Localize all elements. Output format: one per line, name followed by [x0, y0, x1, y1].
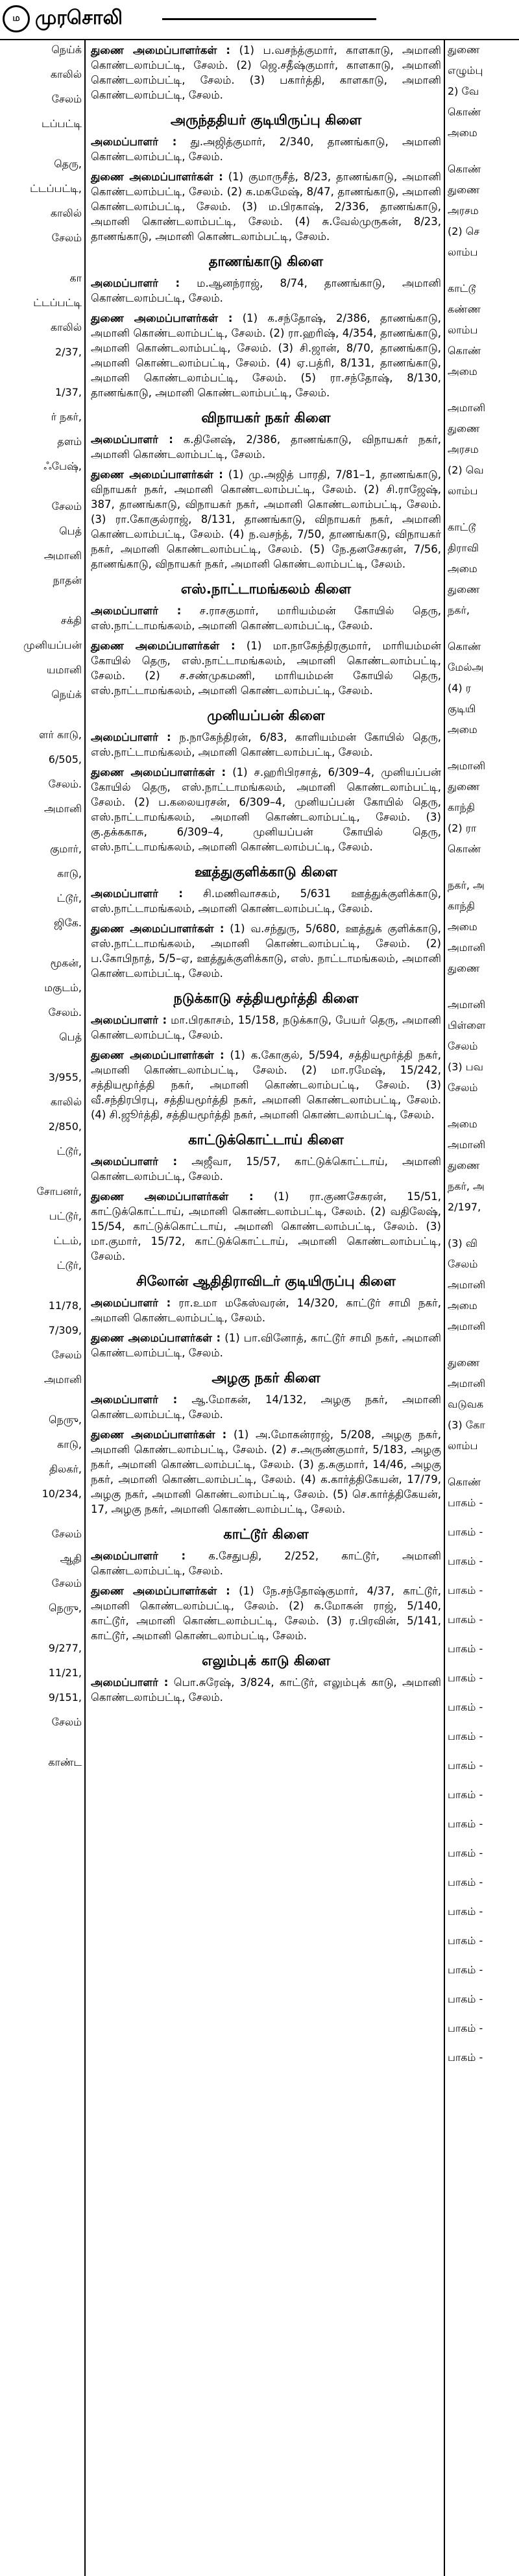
right-column-fragment: பாகம் -	[448, 1847, 483, 1859]
right-column-fragment: பாகம் -	[448, 1818, 483, 1830]
left-column-fragment: நாதன்	[53, 574, 82, 586]
left-column-fragment: அமானி	[43, 802, 82, 815]
left-column-fragment: நெய்க்	[51, 688, 82, 701]
left-column-fragment: குமார்,	[50, 843, 82, 855]
right-column-fragment: பாகம் -	[448, 1876, 483, 1888]
branch-section	[91, 708, 441, 854]
deputy-organizers-paragraph	[91, 467, 441, 572]
right-column-fragment: துணை	[448, 1159, 480, 1172]
branch-section	[91, 411, 441, 572]
organizer-text: மா.பிரகாசம், 15/158, நடுக்காடு, பேயர் தெரு, அமானி கொண்டலாம்பட்டி, சேலம்.	[91, 1014, 442, 1041]
left-column-fragment: சேலம்	[51, 93, 82, 105]
right-column-fragment: சேலம்	[448, 1258, 478, 1270]
right-column-fragment: காட்டூ	[448, 521, 476, 533]
organizer-label: அமைப்பாளர் :	[91, 1155, 178, 1168]
branch-title: ஊத்துகுளிக்காடு கிளை	[195, 864, 337, 880]
branch-section	[91, 113, 441, 244]
left-column-fragment: சேலம்	[51, 1716, 82, 1728]
newspaper-logo-icon	[3, 5, 30, 32]
left-column-fragment: சேலம்.	[48, 778, 82, 790]
branch-title: சிலோன் ஆதிதிராவிடர் குடியிருப்பு கிளை	[136, 1273, 396, 1289]
branch-title: நடுக்காடு சத்தியமூர்த்தி கிளை	[173, 991, 359, 1006]
deputy-organizers-label: துணை அமைப்பாளர்கள் :	[91, 171, 223, 183]
deputy-organizers-text: (1) ச.ஹரிபிரசாத், 6/309–4, முனியப்பன் கோயில் தெரு, எஸ்.நாட்டாமங்கலம், அமானி கொண்டலாம்பட்டி, சேலம். (2) ப.கலையரசன், 6/309–4, முனியப்பன் கோயில் தெரு, எஸ்.நாட்டாமங்கலம், அமானி கொண்டலாம்பட்டி, சேலம். (3) கு.தக்ககாசு, 6/309–4, முனியப்பன் கோயில் தெரு, எஸ்.நாட்டாமங்கலம், அமானி கொண்டலாம்பட்டி, சேலம்.	[91, 766, 441, 853]
left-column-fragment: ஃபேஷ்,	[43, 460, 82, 472]
right-column-fragment: குடியி	[448, 703, 476, 715]
right-column-fragment: லாம்ப	[448, 485, 478, 497]
deputy-organizers-label: துணை அமைப்பாளர்கள் :	[91, 1049, 224, 1061]
left-column-fragments	[0, 43, 82, 2576]
right-column-fragment: அமை	[448, 365, 477, 378]
main-article-column	[91, 43, 441, 1710]
left-column-fragment: 10/234,	[42, 1487, 82, 1500]
organizer-paragraph	[91, 276, 441, 306]
right-column-fragment: அரசம	[448, 443, 479, 455]
right-column-fragment: பாகம் -	[448, 2051, 483, 2064]
deputy-organizers-paragraph	[91, 1189, 441, 1264]
right-column-fragment: பாகம் -	[448, 1672, 483, 1684]
organizer-text: ம.ஆனந்ராஜ், 8/74, தாணங்காடு, அமானி கொண்டலாம்பட்டி, சேலம்.	[91, 277, 441, 304]
branch-section	[91, 991, 441, 1122]
right-column-fragment: பாகம் -	[448, 1643, 483, 1655]
left-column-fragment: காடு,	[57, 1438, 82, 1451]
left-column-fragment: ளர் காடு,	[39, 728, 82, 741]
right-column-fragment: கொண்	[448, 640, 481, 653]
deputy-organizers-paragraph	[91, 921, 441, 981]
right-column-fragment: அமானி	[448, 998, 486, 1011]
left-column-fragment: பெத்	[59, 525, 82, 537]
right-column-fragment: அமை	[448, 921, 477, 933]
left-column-fragment: அமானி	[43, 1373, 82, 1386]
deputy-organizers-text: (1) க.கோகுல், 5/594, சத்தியமூர்த்தி நகர், அமானி கொண்டலாம்பட்டி, சேலம். (2) மா.ரமேஷ், 15/242, சத்தியமூர்த்தி நகர், அமானி கொண்டலாம்பட்டி, சேலம். (3) வீ.சந்திரபிரபு, சத்தியமூர்த்தி நகர், அமானி கொண்டலாம்பட்டி, சேலம். (4) சி.ஜூர்த்தி, சத்தியமூர்த்தி நகர், அமானி கொண்டலாம்பட்டி, சேலம்.	[91, 1049, 442, 1121]
right-column-fragment: அமை	[448, 723, 477, 736]
left-column-fragment: சேலம்	[51, 500, 82, 512]
left-column-fragment: ட்டம்,	[53, 1234, 82, 1247]
right-column-fragment: பாகம் -	[448, 1905, 483, 1918]
column-rule-left	[84, 39, 86, 2576]
deputy-organizers-text: (1) வ.சந்துரு, 5/680, ஊத்துக் குளிக்காடு, எஸ்.நாட்டாமங்கலம், அமானி கொண்டலாம்பட்டி, சேலம். (2) ப.கோபிநாத், 5/5–ஏ, ஊத்துக்குளிக்காடு, எஸ். நாட்டாமங்கலம், அமானி கொண்டலாம்பட்டி, சேலம்.	[91, 922, 441, 980]
deputy-organizers-text: (1) அ.மோகன்ராஜ், 5/208, அழகு நகர், அமானி கொண்டலாம்பட்டி, சேலம். (2) ச.அருண்குமார், 5/183, அழகு நகர், அமானி கொண்டலாம்பட்டி, சேலம். (3) த.சுகுமார், 14/46, அழகு நகர், அமானி கொண்டலாம்பட்டி, சேலம். (4) க.கார்த்திகேயன், 17/79, அழகு நகர், அமானி கொண்டலாம்பட்டி, சேலம். (5) செ.கார்த்திகேயன், 17, அழகு நகர், அமானி கொண்டலாம்பட்டி, சேலம்.	[91, 1428, 441, 1515]
right-column-fragment: அரசம	[448, 204, 479, 217]
right-column-fragment: காந்தி	[448, 801, 475, 813]
right-column-fragment: துணை	[448, 962, 480, 974]
right-column-fragment: (2) செ	[448, 225, 480, 237]
left-column-fragment: ட்டூர்,	[56, 892, 82, 904]
left-column-fragment: 1/37,	[54, 386, 82, 398]
organizer-text: ரா.உமா மகேஸ்வரன், 14/320, காட்டூர் சாமி நகர், அமானி கொண்டலாம்பட்டி, சேலம்.	[91, 1297, 442, 1324]
right-column-fragment: அமானி	[448, 1279, 486, 1291]
deputy-organizers-paragraph	[91, 311, 441, 400]
intro-text: (1) ப.வசந்த்குமார், காளகாடு, அமானி கொண்டலாம்பட்டி, சேலம். (2) ஜெ.சதீஷ்குமார், காளகாடு, அமானி கொண்டலாம்பட்டி, சேலம். (3) பகார்த்தி, காளகாடு, அமானி கொண்டலாம்பட்டி, சேலம்.	[91, 44, 441, 101]
right-column-fragment: அமை	[448, 1118, 477, 1130]
right-column-fragment: அமை	[448, 1299, 477, 1312]
organizer-text: அஜீவா, 15/57, காட்டுக்கொட்டாய், அமானி கொண்டலாம்பட்டி, சேலம்.	[91, 1155, 441, 1183]
right-column-fragment: காட்டூ	[448, 282, 476, 295]
deputy-organizers-label: துணை அமைப்பாளர்கள் :	[91, 312, 233, 324]
branch-section	[91, 865, 441, 981]
left-column-fragment: நெருு,	[49, 1414, 82, 1426]
right-column-fragment: திராவி	[448, 542, 479, 554]
right-column-fragment: பாகம் -	[448, 1497, 483, 1509]
organizer-text: ஆ.மோகன், 14/132, அழகு நகர், அமானி கொண்டலாம்பட்டி, சேலம்.	[91, 1393, 441, 1421]
organizer-label: அமைப்பாளர் :	[91, 1550, 186, 1562]
left-column-fragment: காலில்	[50, 68, 82, 80]
left-column-fragment: ட்டூர்,	[56, 1145, 82, 1157]
right-column-fragment: கொண்	[448, 344, 481, 357]
masthead	[0, 4, 162, 34]
right-column-fragment: சேலம்	[448, 1081, 478, 1094]
left-column-fragment: காலில்	[50, 1096, 82, 1108]
left-column-fragment: காலில்	[50, 207, 82, 219]
newspaper-title: முரசொலி	[35, 6, 123, 29]
branch-title: முனியப்பன் கிளை	[207, 708, 325, 723]
branch-title: அழகு நகர் கிளை	[211, 1370, 320, 1386]
left-column-fragment: 3/955,	[48, 1071, 82, 1083]
left-column-fragment: 2/37,	[54, 346, 82, 358]
right-column-fragment: பாகம் -	[448, 1759, 483, 1772]
logo-letter: ம	[12, 13, 20, 23]
right-column-fragment: வடுவக	[448, 1398, 484, 1410]
right-column-fragment: (3) பவ	[448, 1061, 483, 1073]
right-column-fragment: காந்தி	[448, 900, 475, 912]
deputy-organizers-text: (1) மா.நாகேந்திரகுமார், மாரியம்மன் கோயில் தெரு, எஸ்.நாட்டாமங்கலம், அமானி கொண்டலாம்பட்டி, சேலம். (2) ச.சண்முகமணி, மாரியம்மன் கோயில் தெரு, எஸ்.நாட்டாமங்கலம், அமானி கொண்டலாம்பட்டி, சேலம்.	[91, 640, 441, 697]
right-column-fragment: அமானி	[448, 1320, 486, 1332]
right-column-fragment: (2) வெ	[448, 464, 484, 476]
deputy-organizers-label: துணை அமைப்பாளர்கள் :	[91, 640, 235, 652]
organizer-text: ந.நாகேந்திரன், 6/83, காளியம்மன் கோயில் தெரு, எஸ்.நாட்டாமங்கலம், அமானி கொண்டலாம்பட்டி, சேலம்.	[91, 731, 441, 758]
organizer-paragraph	[91, 1013, 441, 1042]
left-column-fragment: மூகன்,	[50, 957, 82, 969]
left-column-fragment: ஜிகே.	[54, 917, 82, 929]
deputy-organizers-paragraph	[91, 1048, 441, 1122]
left-column-fragment: ஆதி	[60, 1552, 82, 1565]
right-column-fragment: கொண்	[448, 1476, 481, 1488]
right-column-fragment: லாம்ப	[448, 1439, 478, 1452]
right-column-fragment: பாகம் -	[448, 1555, 483, 1567]
right-column-fragment: பாகம் -	[448, 2022, 483, 2034]
deputy-organizers-label: துணை அமைப்பாளர்கள் :	[91, 468, 223, 481]
deputy-organizers-paragraph	[91, 1427, 441, 1517]
organizer-label: அமைப்பாளர் :	[91, 1014, 167, 1026]
organizer-paragraph	[91, 603, 441, 633]
organizer-paragraph	[91, 1392, 441, 1422]
left-column-fragment: மகுடம்,	[44, 981, 82, 994]
right-column-fragment: பாகம் -	[448, 1934, 483, 1947]
deputy-organizers-text: (1) ரா.குணசேகரன், 15/51, காட்டுக்கொட்டாய், அமானி கொண்டலாம்பட்டி, சேலம். (2) வதிலேஷ், 15/54, காட்டுக்கொட்டாய், அமானி கொண்டலாம்பட்டி, சேலம். (3) மா.குமார், 15/72, காட்டுக்கொட்டாய், அமானி கொண்டலாம்பட்டி, சேலம்.	[91, 1190, 441, 1262]
right-column-fragment: எழும்பு	[448, 64, 483, 77]
deputy-organizers-text: (1) நே.சந்தோஷ்குமார், 4/37, காட்டூர், அமானி கொண்டலாம்பட்டி, சேலம். (2) க.மோகன் ராஜ், 5/140, காட்டூர், அமானி கொண்டலாம்பட்டி, சேலம். (3) ர.பிரவின், 5/141, காட்டூர், அமானி கொண்டலாம்பட்டி, சேலம்.	[91, 1585, 441, 1642]
right-column-fragment: கொண்	[448, 843, 481, 855]
deputy-organizers-label: துணை அமைப்பாளர்கள் :	[91, 1585, 230, 1597]
right-column-fragment: நகர்,	[448, 604, 470, 616]
branch-section	[91, 1371, 441, 1517]
branch-section	[91, 1527, 441, 1643]
thunai-label: துணை அமைப்பாளர்கள் :	[91, 44, 231, 56]
organizer-label: அமைப்பாளர் :	[91, 887, 183, 900]
organizer-paragraph	[91, 134, 441, 164]
left-column-fragment: சோபனர்,	[36, 1185, 82, 1198]
left-column-fragment: 7/309,	[48, 1324, 82, 1336]
organizer-text: க.சேதுபதி, 2/252, காட்டூர், அமானி கொண்டலாம்பட்டி, சேலம்.	[91, 1550, 442, 1577]
left-column-fragment: யமானி	[46, 664, 82, 676]
branch-title: காட்டுக்கொட்டாய் கிளை	[188, 1132, 344, 1148]
left-column-fragment: 2/850,	[48, 1120, 82, 1133]
deputy-organizers-paragraph	[91, 1330, 441, 1360]
right-column-fragment: அமானி	[448, 402, 486, 414]
right-column-fragment: துணை	[448, 1356, 480, 1369]
right-column-fragment: பாகம் -	[448, 1730, 483, 1742]
right-column-fragment: நகர், அ	[448, 1180, 485, 1192]
organizer-text: ச.ராசகுமார், மாரியம்மன் கோயில் தெரு, எஸ்.நாட்டாமங்கலம், அமானி கொண்டலாம்பட்டி, சேலம்.	[91, 605, 441, 632]
right-column-fragment: மேல்அ	[448, 661, 484, 673]
organizer-label: அமைப்பாளர் :	[91, 136, 177, 148]
left-column-fragment: 6/505,	[48, 753, 82, 765]
right-column-fragment: கொண்	[448, 163, 481, 175]
organizer-paragraph	[91, 1675, 441, 1705]
branch-title: விநாயகர் நகர் கிளை	[201, 410, 331, 426]
branch-section	[91, 254, 441, 400]
left-column-fragment: திலகர்,	[49, 1463, 82, 1475]
deputy-organizers-label: துணை அமைப்பாளர்கள் :	[91, 1332, 221, 1344]
right-column-fragment: அமானி	[448, 941, 486, 954]
right-column-fragment: (4) ர	[448, 682, 472, 694]
deputy-organizers-paragraph	[91, 638, 441, 698]
left-column-fragment: காலில்	[50, 321, 82, 333]
right-column-fragment: பாகம் -	[448, 1526, 483, 1538]
right-column-fragment: (2) ரா	[448, 822, 477, 834]
column-rule-right	[444, 39, 445, 2576]
right-column-fragments	[448, 43, 519, 2576]
left-column-fragment: காடு,	[57, 867, 82, 880]
organizer-paragraph	[91, 432, 441, 462]
right-column-fragment: அமை	[448, 126, 477, 139]
organizer-text: சி.மணிவாசகம், 5/631 ஊத்துக்குளிக்காடு, எஸ்.நாட்டாமங்கலம், அமானி கொண்டலாம்பட்டி, சேலம்.	[91, 887, 441, 915]
left-column-fragment: சேலம்.	[48, 1006, 82, 1018]
right-column-fragment: பாகம் -	[448, 1964, 483, 1976]
organizer-label: அமைப்பாளர் :	[91, 1297, 171, 1309]
deputy-organizers-label: துணை அமைப்பாளர்கள் :	[91, 1428, 227, 1441]
right-column-fragment: லாம்ப	[448, 246, 478, 258]
right-column-fragment: பாகம் -	[448, 1788, 483, 1801]
right-column-fragment: துணை	[448, 422, 480, 435]
right-column-fragment: லாம்ப	[448, 324, 478, 336]
left-column-fragment: ட்டப்பட்டி	[33, 296, 82, 309]
left-column-fragment: கா	[69, 272, 82, 284]
organizer-label: அமைப்பாளர் :	[91, 1393, 178, 1406]
deputy-organizers-label: துணை அமைப்பாளர்கள் :	[91, 922, 224, 935]
left-column-fragment: 9/277,	[48, 1642, 82, 1654]
left-column-fragment: டப்பட்டி	[41, 117, 82, 130]
left-column-fragment: சேலம்	[51, 232, 82, 244]
left-column-fragment: பட்டூர்,	[49, 1210, 82, 1222]
intro-paragraph	[91, 43, 441, 102]
organizer-text: க.தினேஷ், 2/386, தாணங்காடு, விநாயகர் நகர், அமானி கொண்டலாம்பட்டி, சேலம்.	[91, 433, 441, 461]
left-column-fragment: தளம்	[57, 435, 82, 448]
left-column-fragment: சேலம்	[51, 1528, 82, 1540]
left-column-fragment: 11/78,	[48, 1299, 82, 1312]
organizer-text: பொ.சுரேஷ், 3/824, காட்டூர், எலும்புக் காடு, அமானி கொண்டலாம்பட்டி, சேலம்.	[91, 1676, 441, 1703]
organizer-paragraph	[91, 1295, 441, 1325]
right-column-fragment: கண்ண	[448, 303, 481, 315]
left-column-fragment: பெத்	[59, 1031, 82, 1043]
right-column-fragment: கொண்	[448, 106, 481, 118]
right-column-fragment: துணை	[448, 184, 480, 196]
organizer-paragraph	[91, 730, 441, 760]
branch-title: எஸ்.நாட்டாமங்கலம் கிளை	[180, 581, 352, 597]
right-column-fragment: பாகம் -	[448, 1993, 483, 2005]
branch-title: காட்டூர் கிளை	[223, 1526, 309, 1542]
right-column-fragment: (3) கோ	[448, 1419, 485, 1431]
deputy-organizers-label: துணை அமைப்பாளர்கள் :	[91, 1190, 254, 1203]
organizer-label: அமைப்பாளர் :	[91, 433, 173, 446]
organizer-label: அமைப்பாளர் :	[91, 605, 182, 617]
left-column-fragment: ட்டூர்,	[56, 1259, 82, 1271]
left-column-fragment: சேலம்	[51, 1349, 82, 1361]
deputy-organizers-text: (1) குமாருசீத், 8/23, தாணங்காடு, அமானி கொண்டலாம்பட்டி, சேலம். (2) க.மகமேஷ், 8/47, தாணங்காடு, அமானி கொண்டலாம்பட்டி, சேலம். (3) ம.பிரகாஷ், 2/336, தாணங்காடு, அமானி கொண்டலாம்பட்டி, சேலம். (4) சு.வேல்முருகன், 8/23, தாணங்காடு, அமானி கொண்டலாம்பட்டி, சேலம்.	[91, 171, 441, 243]
left-column-fragment: ர் நகர்,	[51, 411, 82, 423]
left-column-fragment: சேலம்	[51, 1577, 82, 1589]
organizer-text: து.அஜித்குமார், 2/340, தாணங்காடு, அமானி கொண்டலாம்பட்டி, சேலம்.	[91, 136, 441, 163]
branch-section	[91, 1654, 441, 1705]
left-column-fragment: 9/151,	[48, 1691, 82, 1703]
right-column-fragment: துணை	[448, 780, 480, 793]
right-column-fragment: 2/197,	[448, 1201, 481, 1213]
branch-title: எலும்புக் காடு கிளை	[202, 1653, 330, 1668]
deputy-organizers-paragraph	[91, 765, 441, 854]
right-column-fragment: அமை	[448, 562, 477, 575]
branch-section	[91, 582, 441, 698]
left-column-fragment: 11/21,	[48, 1667, 82, 1679]
right-column-fragment: அமானி	[448, 1377, 486, 1390]
deputy-organizers-text: (1) மு.அஜித் பாரதி, 7/81–1, தாணங்காடு, விநாயகர் நகர், அமானி கொண்டலாம்பட்டி, சேலம். (2) சி.ராஜேஷ், 387, தாணங்காடு, விநாயகர் நகர், அமானி கொண்டலாம்பட்டி, சேலம். (3) ரா.கோகுல்ராஜ், 8/131, தாணங்காடு, விநாயகர் நகர், அமானி கொண்டலாம்பட்டி, சேலம். (4) ந.வசந்த், 7/50, தாணங்காடு, விநாயகர் நகர், அமானி கொண்டலாம்பட்டி, சேலம். (5) நே.தனசேகரன், 7/56, தாணங்காடு, விநாயகர் நகர், அமானி கொண்டலாம்பட்டி, சேலம்.	[91, 468, 441, 570]
right-column-fragment: சேலம்	[448, 1040, 478, 1052]
left-column-fragment: சக்தி	[60, 614, 82, 627]
right-column-fragment: அமானி	[448, 1138, 486, 1151]
deputy-organizers-paragraph	[91, 1583, 441, 1643]
right-column-fragment: துணை	[448, 43, 480, 56]
right-column-fragment: பாகம் -	[448, 1701, 483, 1713]
left-column-fragment: நெய்க்	[51, 43, 82, 56]
right-column-fragment: துணை	[448, 583, 480, 596]
branch-section	[91, 1274, 441, 1360]
deputy-organizers-text: (1) பா.வினோத், காட்டூர் சாமி நகர், அமானி கொண்டலாம்பட்டி, சேலம்.	[91, 1332, 441, 1359]
left-column-fragment: நெருு,	[49, 1602, 82, 1614]
organizer-paragraph	[91, 886, 441, 916]
page-header	[0, 0, 519, 40]
right-column-fragment: 2) வே	[448, 85, 479, 97]
organizer-label: அமைப்பாளர் :	[91, 277, 180, 289]
left-column-fragment: அமானி	[43, 549, 82, 562]
left-column-fragment: முனியப்பன்	[23, 639, 82, 651]
deputy-organizers-paragraph	[91, 169, 441, 244]
organizer-label: அமைப்பாளர் :	[91, 1676, 169, 1689]
organizer-label: அமைப்பாளர் :	[91, 731, 171, 743]
right-column-fragment: அமானி	[448, 760, 486, 772]
left-column-fragment: காண்ட	[48, 1756, 82, 1768]
right-column-fragment: பிள்ளை	[448, 1019, 486, 1031]
left-column-fragment: ட்டப்பட்டி,	[30, 182, 82, 195]
branch-title: தாணங்காடு கிளை	[208, 254, 324, 269]
deputy-organizers-text: (1) க.சந்தோஷ், 2/386, தாணங்காடு, அமானி கொண்டலாம்பட்டி, சேலம். (2) ரா.ஹரிஷ், 4/354, தாணங்காடு, அமானி கொண்டலாம்பட்டி, சேலம். (3) சி.ஜான், 8/70, தாணங்காடு, அமானி கொண்டலாம்பட்டி, சேலம். (4) ஏ.பத்ரி, 8/131, தாணங்காடு, அமானி கொண்டலாம்பட்டி, சேலம். (5) ரா.சந்தோஷ், 8/130, தாணங்காடு, அமானி கொண்டலாம்பட்டி, சேலம்.	[91, 312, 441, 399]
organizer-paragraph	[91, 1548, 441, 1578]
deputy-organizers-label: துணை அமைப்பாளர்கள் :	[91, 766, 226, 778]
right-column-fragment: நகர், அ	[448, 879, 485, 891]
right-column-fragment: பாகம் -	[448, 1584, 483, 1596]
right-column-fragment: (3) வி	[448, 1237, 477, 1249]
right-column-fragment: பாகம் -	[448, 1613, 483, 1626]
left-column-fragment: தெரு,	[54, 158, 82, 170]
organizer-paragraph	[91, 1154, 441, 1184]
branch-title: அருந்ததியர் குடியிருப்பு கிளை	[170, 112, 362, 128]
header-rule	[162, 18, 376, 20]
branch-section	[91, 1133, 441, 1264]
